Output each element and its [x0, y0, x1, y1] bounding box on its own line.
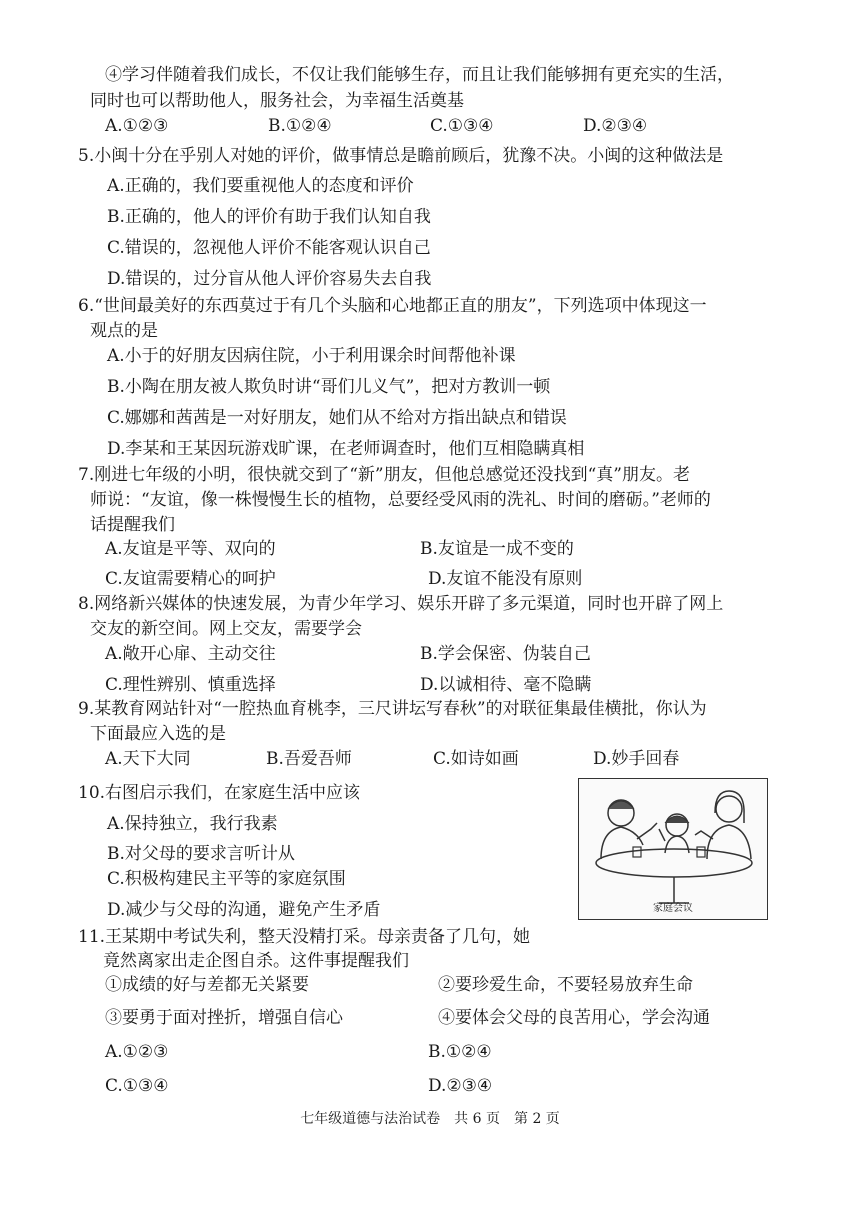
q9-option-d: D.妙手回春 [593, 749, 680, 769]
q11-item-1: ①成绩的好与差都无关紧要 [105, 975, 309, 995]
q4-item-4-line2: 同时也可以帮助他人，服务社会，为幸福生活奠基 [90, 91, 464, 111]
q11-item-4: ④要体会父母的良苦用心，学会沟通 [438, 1008, 710, 1028]
q8-option-c: C.理性辨别、慎重选择 [105, 675, 276, 695]
q4-option-c: C.①③④ [430, 116, 494, 136]
q6-option-c: C.娜娜和茜茜是一对好朋友，她们从不给对方指出缺点和错误 [107, 408, 567, 428]
q6-option-d: D.李某和王某因玩游戏旷课，在老师调查时，他们互相隐瞒真相 [107, 439, 585, 459]
q8-stem-line1: 8.网络新兴媒体的快速发展，为青少年学习、娱乐开辟了多元渠道，同时也开辟了网上 [78, 594, 724, 614]
q11-option-b: B.①②④ [428, 1042, 492, 1062]
q10-option-d: D.减少与父母的沟通，避免产生矛盾 [107, 900, 381, 920]
q7-option-c: C.友谊需要精心的呵护 [105, 569, 276, 589]
q11-stem-line2: 竟然离家出走企图自杀。这件事提醒我们 [103, 951, 409, 971]
q9-stem-line2: 下面最应入选的是 [90, 724, 226, 744]
q7-stem-line2: 师说：“友谊，像一株慢慢生长的植物，总要经受风雨的洗礼、时间的磨砺。”老师的 [90, 490, 711, 510]
q10-option-b: B.对父母的要求言听计从 [107, 844, 295, 864]
q4-item-4-line1: ④学习伴随着我们成长，不仅让我们能够生存，而且让我们能够拥有更充实的生活， [105, 65, 734, 85]
q7-option-a: A.友谊是平等、双向的 [105, 539, 276, 559]
q5-option-a: A.正确的，我们要重视他人的态度和评价 [107, 176, 414, 196]
q4-option-b: B.①②④ [268, 116, 332, 136]
q6-stem-line1: 6.“世间最美好的东西莫过于有几个头脑和心地都正直的朋友”，下列选项中体现这一 [78, 296, 707, 316]
q11-option-a: A.①②③ [105, 1042, 169, 1062]
q7-option-d: D.友谊不能没有原则 [428, 569, 583, 589]
q11-stem-line1: 11.王某期中考试失利，整天没精打采。母亲责备了几句，她 [78, 927, 531, 947]
q9-option-b: B.吾爱吾师 [266, 749, 352, 769]
q5-stem: 5.小闽十分在乎别人对她的评价，做事情总是瞻前顾后，犹豫不决。小闽的这种做法是 [78, 146, 724, 166]
q10-option-a: A.保持独立，我行我素 [107, 814, 278, 834]
q11-item-2: ②要珍爱生命，不要轻易放弃生命 [438, 975, 693, 995]
q6-option-a: A.小于的好朋友因病住院，小于利用课余时间帮他补课 [107, 346, 516, 366]
q7-stem-line1: 7.刚进七年级的小明，很快就交到了“新”朋友，但他总感觉还没找到“真”朋友。老 [78, 465, 690, 485]
q6-option-b: B.小陶在朋友被人欺负时讲“哥们儿义气”，把对方教训一顿 [107, 377, 551, 397]
q6-stem-line2: 观点的是 [90, 321, 158, 341]
family-meeting-figure [578, 778, 768, 920]
q5-option-b: B.正确的，他人的评价有助于我们认知自我 [107, 207, 431, 227]
q5-option-c: C.错误的，忽视他人评价不能客观认识自己 [107, 238, 431, 258]
figure-caption: 家庭会议 [653, 903, 693, 914]
q7-option-b: B.友谊是一成不变的 [420, 539, 574, 559]
q10-option-c: C.积极构建民主平等的家庭氛围 [107, 869, 346, 889]
q5-option-d: D.错误的，过分盲从他人评价容易失去自我 [107, 269, 432, 289]
q8-option-b: B.学会保密、伪装自己 [420, 644, 591, 664]
q9-option-a: A.天下大同 [105, 749, 191, 769]
q7-stem-line3: 话提醒我们 [90, 515, 175, 535]
q9-stem-line1: 9.某教育网站针对“一腔热血育桃李，三尺讲坛写春秋”的对联征集最佳横批，你认为 [78, 699, 707, 719]
q8-stem-line2: 交友的新空间。网上交友，需要学会 [90, 619, 362, 639]
q11-option-c: C.①③④ [105, 1076, 169, 1096]
q4-option-d: D.②③④ [583, 116, 648, 136]
q8-option-a: A.敞开心扉、主动交往 [105, 644, 276, 664]
family-meeting-illustration [579, 779, 766, 918]
q9-option-c: C.如诗如画 [433, 749, 519, 769]
q11-option-d: D.②③④ [428, 1076, 493, 1096]
q4-option-a: A.①②③ [105, 116, 169, 136]
q11-item-3: ③要勇于面对挫折，增强自信心 [105, 1008, 343, 1028]
q8-option-d: D.以诚相待、毫不隐瞒 [420, 675, 592, 695]
page-footer: 七年级道德与法治试卷 共 6 页 第 2 页 [300, 1111, 560, 1127]
q10-stem: 10.右图启示我们，在家庭生活中应该 [78, 783, 361, 803]
